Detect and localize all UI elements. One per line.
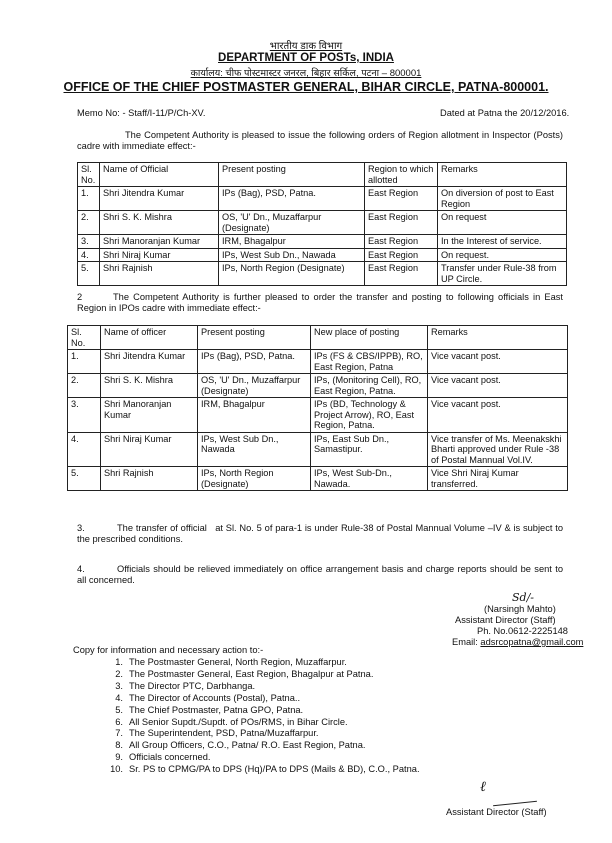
table-row	[78, 235, 567, 249]
region-allotment-table	[77, 162, 567, 286]
signatory-email	[452, 637, 583, 648]
name-cell: Shri Rajnish	[100, 262, 219, 286]
paragraph-1: The Competent Authority is pleased to issue the following orders of Region allotment in Inspector (Posts) cadre with immediate effect:-	[77, 130, 563, 151]
copy-item-number: 10.	[110, 764, 123, 775]
copy-list-item	[107, 693, 527, 705]
copy-item-number: 8.	[115, 740, 123, 751]
footer-designation: Assistant Director (Staff)	[446, 807, 547, 817]
table-header-row	[68, 326, 568, 350]
copy-list-item	[107, 681, 527, 693]
table-row	[68, 432, 568, 467]
copy-item-text: The Superintendent, PSD, Patna/Muzaffarpur.	[129, 728, 319, 739]
remarks-cell: Vice vacant post.	[428, 374, 568, 398]
copy-list-item	[107, 657, 527, 669]
sl-no-cell: 1.	[68, 350, 101, 374]
new-posting-cell: IPs, (Monitoring Cell), RO, East Region, Patna.	[311, 374, 428, 398]
remarks-cell: Vice transfer of Ms. Meenakskhi Bharti approved under Rule -38 of Postal Mannual Vol.IV.	[428, 432, 568, 467]
copy-item-text: All Group Officers, C.O., Patna/ R.O. East Region, Patna.	[129, 740, 366, 751]
name-cell: Shri Manoranjan Kumar	[101, 398, 198, 433]
copy-item-number: 1.	[115, 657, 123, 667]
copy-item-number: 6.	[115, 716, 123, 727]
signature-stroke	[493, 801, 537, 807]
table-row	[68, 398, 568, 433]
copy-item-number: 4.	[115, 692, 123, 703]
new-posting-cell: IPs, West Sub-Dn., Nawada.	[311, 467, 428, 491]
paragraph-4	[77, 564, 563, 586]
copy-item-text: Sr. PS to CPMG/PA to DPS (Hq)/PA to DPS (Mails & BD), C.O., Patna.	[129, 764, 420, 775]
hindi-office-address	[0, 68, 612, 79]
copy-item-number: 7.	[115, 728, 123, 739]
copy-list-item	[107, 669, 527, 681]
copy-item-text: The Director PTC, Darbhanga.	[129, 680, 256, 691]
email-label: Email:	[452, 637, 481, 647]
present-posting-cell: IPs, West Sub Dn., Nawada	[198, 432, 311, 467]
header-name: Name of officer	[101, 326, 198, 350]
name-cell: Shri Rajnish	[101, 467, 198, 491]
sl-no-cell: 5.	[68, 467, 101, 491]
name-cell: Shri Manoranjan Kumar	[100, 235, 219, 249]
hindi-department	[0, 41, 612, 52]
copy-item-number: 2.	[115, 668, 123, 679]
table-row	[78, 211, 567, 235]
sl-no-cell: 2.	[68, 374, 101, 398]
remarks-cell: Transfer under Rule-38 from UP Circle.	[438, 262, 567, 286]
paragraph-3	[77, 523, 566, 545]
present-posting-cell: IRM, Bhagalpur	[198, 398, 311, 433]
signatory-designation: Assistant Director (Staff)	[455, 615, 556, 625]
copy-item-text: The Postmaster General, North Region, Muzaffarpur.	[129, 657, 347, 667]
table-row	[68, 467, 568, 491]
region-cell: East Region	[365, 187, 438, 211]
copy-list-item	[107, 740, 527, 752]
signatory-name: (Narsingh Mahto)	[484, 604, 556, 614]
sl-no-cell: 3.	[68, 398, 101, 433]
copy-item-text: Officials concerned.	[129, 752, 211, 763]
paragraph-3-text: The transfer of official at Sl. No. 5 of para-1 is under Rule-38 of Postal Mannual Volume –IV & is subject to the prescribed conditions.	[77, 523, 566, 544]
present-posting-cell: IPs, North Region (Designate)	[219, 262, 365, 286]
name-cell: Shri Niraj Kumar	[101, 432, 198, 467]
copy-item-number: 9.	[115, 752, 123, 763]
copy-item-text: The Postmaster General, East Region, Bhagalpur at Patna.	[129, 668, 374, 679]
copy-item-text: The Chief Postmaster, Patna GPO, Patna.	[129, 704, 304, 715]
email-link[interactable]: adsrcopatna@gmail.com	[480, 637, 584, 647]
memo-date: Dated at Patna the 20/12/2016.	[440, 108, 570, 118]
remarks-cell: In the Interest of service.	[438, 235, 567, 249]
memo-number: Memo No: - Staff/I-11/P/Ch-XV.	[77, 108, 206, 118]
copy-list-item	[107, 717, 527, 729]
header-remarks: Remarks	[428, 326, 568, 350]
new-posting-cell: IPs (FS & CBS/IPPB), RO, East Region, Patna	[311, 350, 428, 374]
new-posting-cell: IPs (BD, Technology & Project Arrow), RO, East Region, Patna.	[311, 398, 428, 433]
signatory-phone: Ph. No.0612-2225148	[477, 626, 568, 636]
remarks-cell: On diversion of post to East Region	[438, 187, 567, 211]
header-sl-no: Sl. No.	[68, 326, 101, 350]
remarks-cell: Vice Shri Niraj Kumar transferred.	[428, 467, 568, 491]
paragraph-2	[77, 292, 563, 314]
present-posting-cell: IRM, Bhagalpur	[219, 235, 365, 249]
sl-no-cell: 4.	[78, 248, 100, 262]
paragraph-2-number: 2	[77, 292, 83, 302]
header-region: Region to which allotted	[365, 163, 438, 187]
remarks-cell: On request	[438, 211, 567, 235]
name-cell: Shri S. K. Mishra	[100, 211, 219, 235]
copy-intro: Copy for information and necessary action to:-	[73, 645, 264, 655]
paragraph-4-number: 4.	[77, 564, 85, 574]
present-posting-cell: OS, 'U' Dn., Muzaffarpur (Designate)	[198, 374, 311, 398]
header-sl-no: Sl. No.	[78, 163, 100, 187]
region-cell: East Region	[365, 235, 438, 249]
header-remarks: Remarks	[438, 163, 567, 187]
copy-item-number: 5.	[115, 704, 123, 715]
name-cell: Shri Niraj Kumar	[100, 248, 219, 262]
region-cell: East Region	[365, 211, 438, 235]
paragraph-3-number: 3.	[77, 523, 85, 533]
transfer-posting-table	[67, 325, 568, 491]
hindi-department-text: भारतीय डाक विभाग	[269, 41, 343, 52]
office-title: OFFICE OF THE CHIEF POSTMASTER GENERAL, BIHAR CIRCLE, PATNA-800001.	[63, 80, 549, 94]
copy-list-item	[107, 752, 527, 764]
region-cell: East Region	[365, 248, 438, 262]
copy-list-item	[107, 728, 527, 740]
sl-no-cell: 2.	[78, 211, 100, 235]
name-cell: Shri S. K. Mishra	[101, 374, 198, 398]
remarks-cell: Vice vacant post.	[428, 398, 568, 433]
footer-signature-mark: ℓ	[480, 779, 486, 795]
present-posting-cell: IPs (Bag), PSD, Patna.	[198, 350, 311, 374]
remarks-cell: On request.	[438, 248, 567, 262]
header-name: Name of Official	[100, 163, 219, 187]
copy-list-item	[107, 705, 527, 717]
copy-item-number: 3.	[115, 680, 123, 691]
copy-list	[107, 657, 527, 776]
header-present-posting: Present posting	[219, 163, 365, 187]
copy-item-text: All Senior Supdt./Supdt. of POs/RMS, in Bihar Circle.	[129, 716, 348, 727]
sl-no-cell: 5.	[78, 262, 100, 286]
copy-item-text: The Director of Accounts (Postal), Patna..	[129, 692, 301, 703]
remarks-cell: Vice vacant post.	[428, 350, 568, 374]
new-posting-cell: IPs, East Sub Dn., Samastipur.	[311, 432, 428, 467]
signature: Sd/-	[512, 591, 534, 604]
name-cell: Shri Jitendra Kumar	[101, 350, 198, 374]
header-present-posting: Present posting	[198, 326, 311, 350]
present-posting-cell: OS, 'U' Dn., Muzaffarpur (Designate)	[219, 211, 365, 235]
sl-no-cell: 1.	[78, 187, 100, 211]
table-row	[78, 187, 567, 211]
sl-no-cell: 4.	[68, 432, 101, 467]
paragraph-4-text: Officials should be relieved immediately on office arrangement basis and charge reports should be sent to all concerned.	[77, 564, 563, 585]
table-row	[78, 248, 567, 262]
region-cell: East Region	[365, 262, 438, 286]
hindi-office-text: कार्यालय: चीफ पोस्टमास्टर जनरल, बिहार सर्किल, पटना – 800001	[190, 68, 422, 79]
paragraph-2-text: The Competent Authority is further pleased to order the transfer and posting to following officials in East Region in IPOs cadre with immediate effect:-	[77, 292, 563, 313]
table-row	[68, 374, 568, 398]
table-row	[78, 262, 567, 286]
name-cell: Shri Jitendra Kumar	[100, 187, 219, 211]
present-posting-cell: IPs, North Region (Designate)	[198, 467, 311, 491]
header-new-posting: New place of posting	[311, 326, 428, 350]
department-title: DEPARTMENT OF POSTs, INDIA	[218, 52, 394, 64]
copy-list-item	[107, 764, 527, 776]
sl-no-cell: 3.	[78, 235, 100, 249]
table-row	[68, 350, 568, 374]
table-header-row	[78, 163, 567, 187]
present-posting-cell: IPs, West Sub Dn., Nawada	[219, 248, 365, 262]
present-posting-cell: IPs (Bag), PSD, Patna.	[219, 187, 365, 211]
